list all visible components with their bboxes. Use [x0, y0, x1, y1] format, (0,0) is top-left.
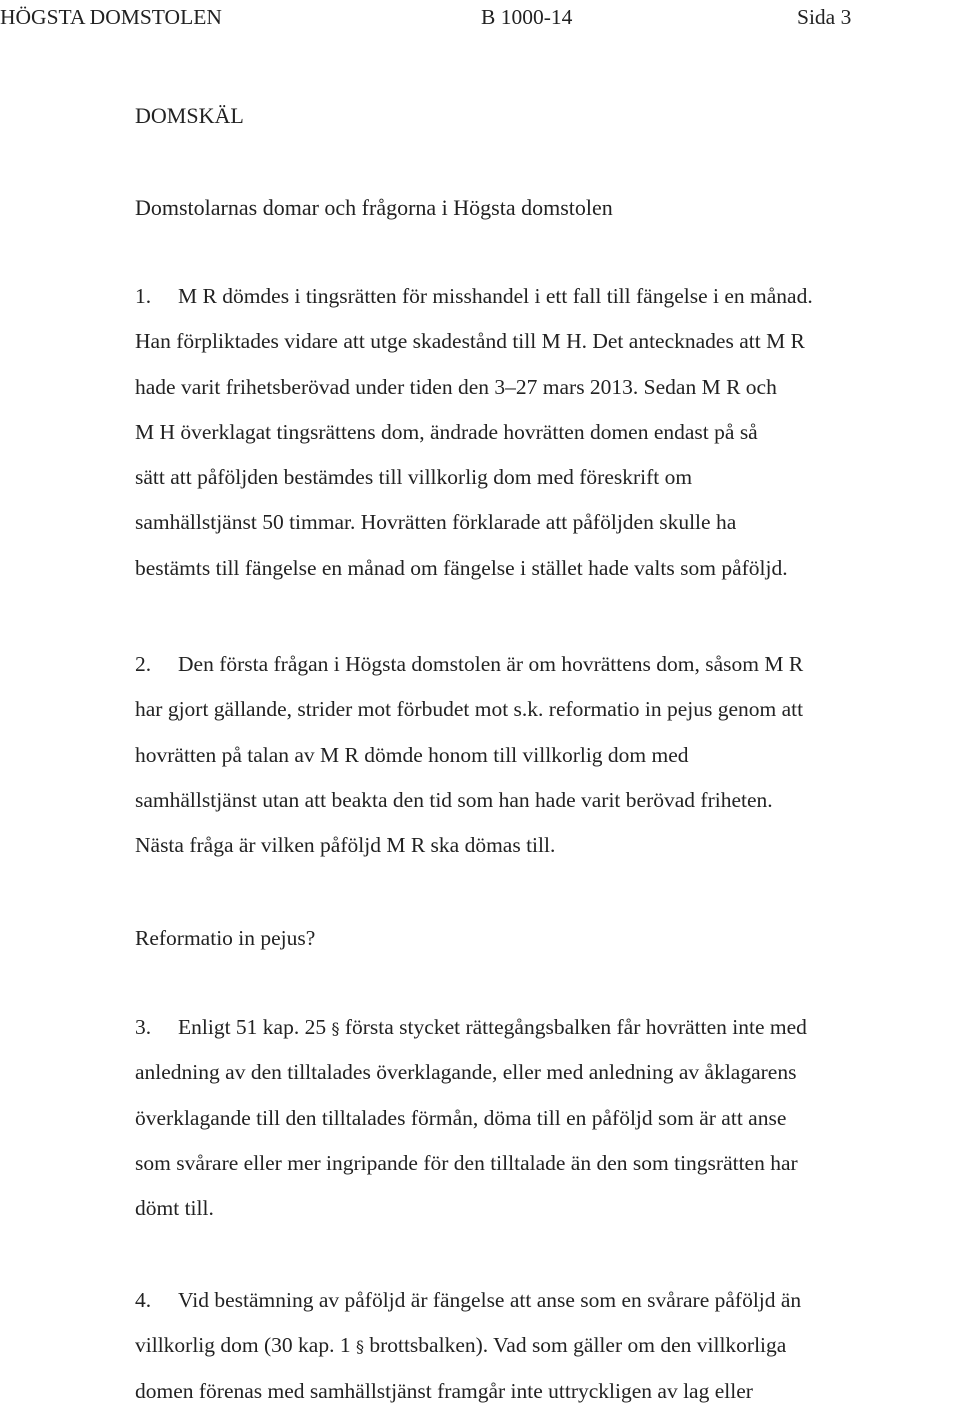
- paragraph-line: Nästa fråga är vilken påföljd M R ska dömas till.: [135, 833, 556, 858]
- section-heading: Reformatio in pejus?: [135, 926, 316, 950]
- section-symbol: §: [331, 1019, 340, 1038]
- paragraph-number: 2.: [135, 652, 152, 676]
- paragraph-line: villkorlig dom (30 kap. 1 § brottsbalken). Vad som gäller om den villkorliga: [135, 1333, 787, 1358]
- paragraph-3: [135, 1005, 960, 1231]
- section-symbol: §: [355, 1337, 364, 1357]
- paragraph-line: anledning av den tilltalades överklagande, eller med anledning av åklagarens: [135, 1060, 797, 1085]
- paragraph-line: samhällstjänst utan att beakta den tid som han hade varit berövad friheten.: [135, 787, 773, 812]
- page-number: Sida 3: [797, 5, 852, 29]
- paragraph-4: [135, 1278, 960, 1414]
- paragraph-number: 4.: [135, 1288, 152, 1312]
- paragraph-line: 3. Enligt 51 kap. 25 § första stycket rättegångsbalken får hovrätten inte med: [135, 1005, 960, 1050]
- paragraph-line: hovrätten på talan av M R dömde honom till villkorlig dom med: [135, 742, 689, 767]
- paragraph-1: [135, 274, 960, 591]
- paragraph-line: Han förpliktades vidare att utge skadestånd till M H. Det antecknades att M R: [135, 329, 805, 354]
- sub-heading: Domstolarnas domar och frågorna i Högsta domstolen: [135, 195, 613, 220]
- paragraph-line: hade varit frihetsberövad under tiden den 3–27 mars 2013. Sedan M R och: [135, 374, 777, 399]
- paragraph-line: har gjort gällande, strider mot förbudet mot s.k. reformatio in pejus genom att: [135, 697, 804, 722]
- case-number: B 1000-14: [481, 5, 573, 29]
- paragraph-line: 1. M R dömdes i tingsrätten för misshandel i ett fall till fängelse i en månad.: [135, 274, 960, 319]
- paragraph-2: [135, 642, 960, 868]
- paragraph-line: överklagande till den tilltalades förmån, döma till en påföljd som är att anse: [135, 1105, 787, 1130]
- paragraph-line: som svårare eller mer ingripande för den tilltalade än den som tingsrätten har: [135, 1150, 798, 1175]
- paragraph-number: 1.: [135, 284, 152, 308]
- paragraph-line: 2. Den första frågan i Högsta domstolen är om hovrättens dom, såsom M R: [135, 642, 960, 687]
- paragraph-line: dömt till.: [135, 1196, 214, 1221]
- paragraph-line: 4. Vid bestämning av påföljd är fängelse att anse som en svårare påföljd än: [135, 1278, 960, 1323]
- court-name: HÖGSTA DOMSTOLEN: [0, 5, 222, 29]
- paragraph-line: M H överklagat tingsrättens dom, ändrade hovrätten domen endast på så: [135, 419, 758, 444]
- page-header: [0, 2, 960, 32]
- paragraph-line: bestämts till fängelse en månad om fängelse i stället hade valts som påföljd.: [135, 555, 788, 580]
- paragraph-line: domen förenas med samhällstjänst framgår inte uttryckligen av lag eller: [135, 1378, 753, 1403]
- main-heading: DOMSKÄL: [135, 103, 244, 128]
- paragraph-line: samhällstjänst 50 timmar. Hovrätten förklarade att påföljden skulle ha: [135, 510, 737, 535]
- paragraph-line: sätt att påföljden bestämdes till villkorlig dom med föreskrift om: [135, 465, 693, 490]
- paragraph-number: 3.: [135, 1015, 152, 1039]
